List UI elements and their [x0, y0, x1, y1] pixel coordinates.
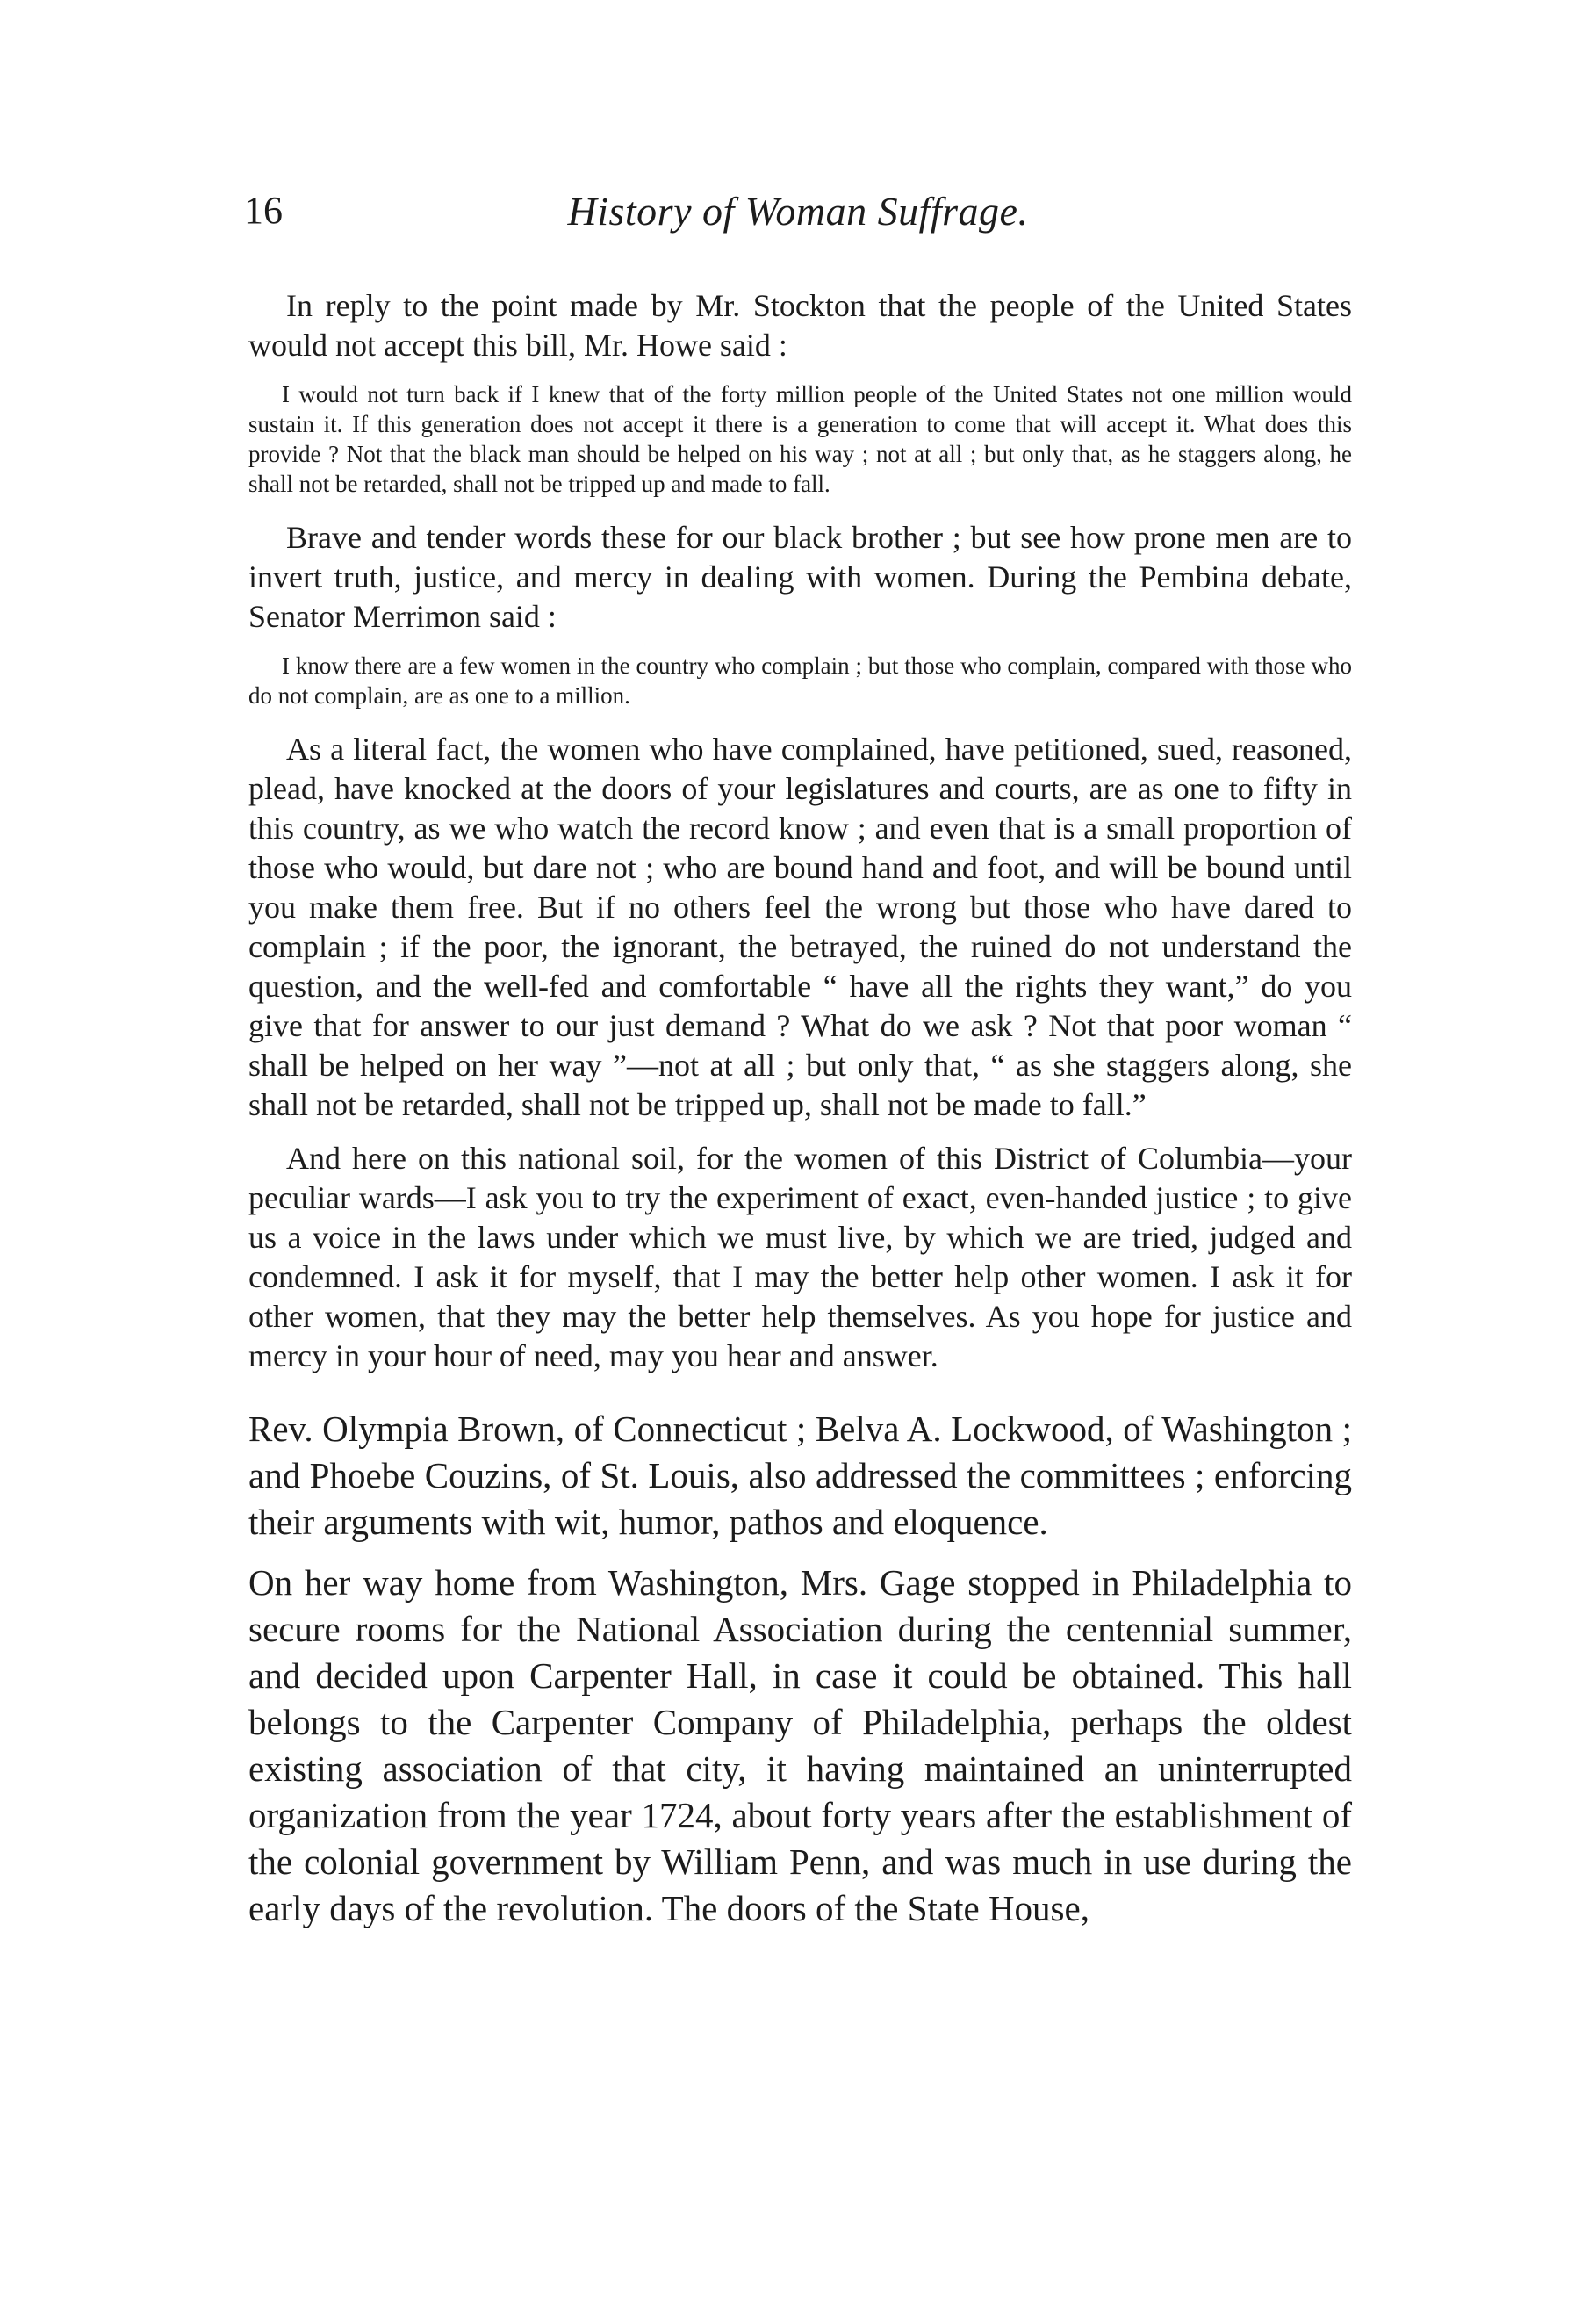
paragraph-carpenter-hall: On her way home from Washington, Mrs. Gage stopped in Philadelphia to secure rooms for the National Association during the centennial summer, and decided upon Carpenter Hall, in case it could be obtained. This hall belongs to the Carpenter Company of Philadelphia, perhaps the oldest existing association of that city, it having maintained an uninterrupted organization from the year 1724, about forty years after the establishment of the colonial government by William Penn, and was much in use during the early days of the revolution. The doors of the State House, [248, 1562, 1352, 1928]
paragraph-national-soil: And here on this national soil, for the women of this District of Columbia—your peculiar wards—I ask you to try the experiment of exact, even-handed justice ; to give us a voice in the laws under which we must live, by which we are tried, judged and condemned. I ask it for myself, that I may the better help other women. I ask it for other women, that they may the better help themselves. As you hope for justice and mercy in your hour of need, may you hear and answer. [248, 1141, 1352, 1373]
paragraph-brave-words: Brave and tender words these for our black brother ; but see how prone men are to invert truth, justice, and mercy in dealing with women. During the Pembina debate, Senator Merrimon said : [248, 520, 1352, 634]
quote-howe: I would not turn back if I knew that of the forty million people of the United States not one million would sustain it. If this generation does not accept it there is a generation to come that will accept it. What does this provide ? Not that the black man should be helped on his way ; not at all ; but only that, as he staggers along, he shall not be retarded, shall not be tripped up and made to fall. [248, 381, 1352, 497]
page-number: 16 [244, 189, 283, 232]
paragraph-stockton-reply: In reply to the point made by Mr. Stockton that the people of the United States would not accept this bill, Mr. Howe said : [248, 288, 1352, 363]
paragraph-speakers: Rev. Olympia Brown, of Connecticut ; Belva A. Lockwood, of Washington ; and Phoebe Couzins, of St. Louis, also addressed the committees ; enforcing their arguments with wit, humor, pathos and eloquence. [248, 1409, 1352, 1542]
paragraph-literal-fact: As a literal fact, the women who have complained, have petitioned, sued, reasoned, plead, have knocked at the doors of your legislatures and courts, are as one to fifty in this country, as we who watch the record know ; and even that is a small proportion of those who would, but dare not ; who are bound hand and foot, and will be bound until you make them free. But if no others feel the wrong but those who have dared to complain ; if the poor, the ignorant, the betrayed, the ruined do not understand the question, and the well-fed and comfortable “ have all the rights they want,” do you give that for answer to our just demand ? What do we ask ? Not that poor woman “ shall be helped on her way ”—not at all ; but only that, “ as she staggers along, she shall not be retarded, shall not be tripped up, shall not be made to fall.” [248, 731, 1352, 1122]
page-body [248, 286, 1352, 1932]
running-title: History of Woman Suffrage. [567, 189, 1029, 234]
page-header [244, 191, 1352, 253]
quote-merrimon: I know there are a few women in the country who complain ; but those who complain, compared with those who do not complain, are as one to a million. [248, 652, 1352, 709]
